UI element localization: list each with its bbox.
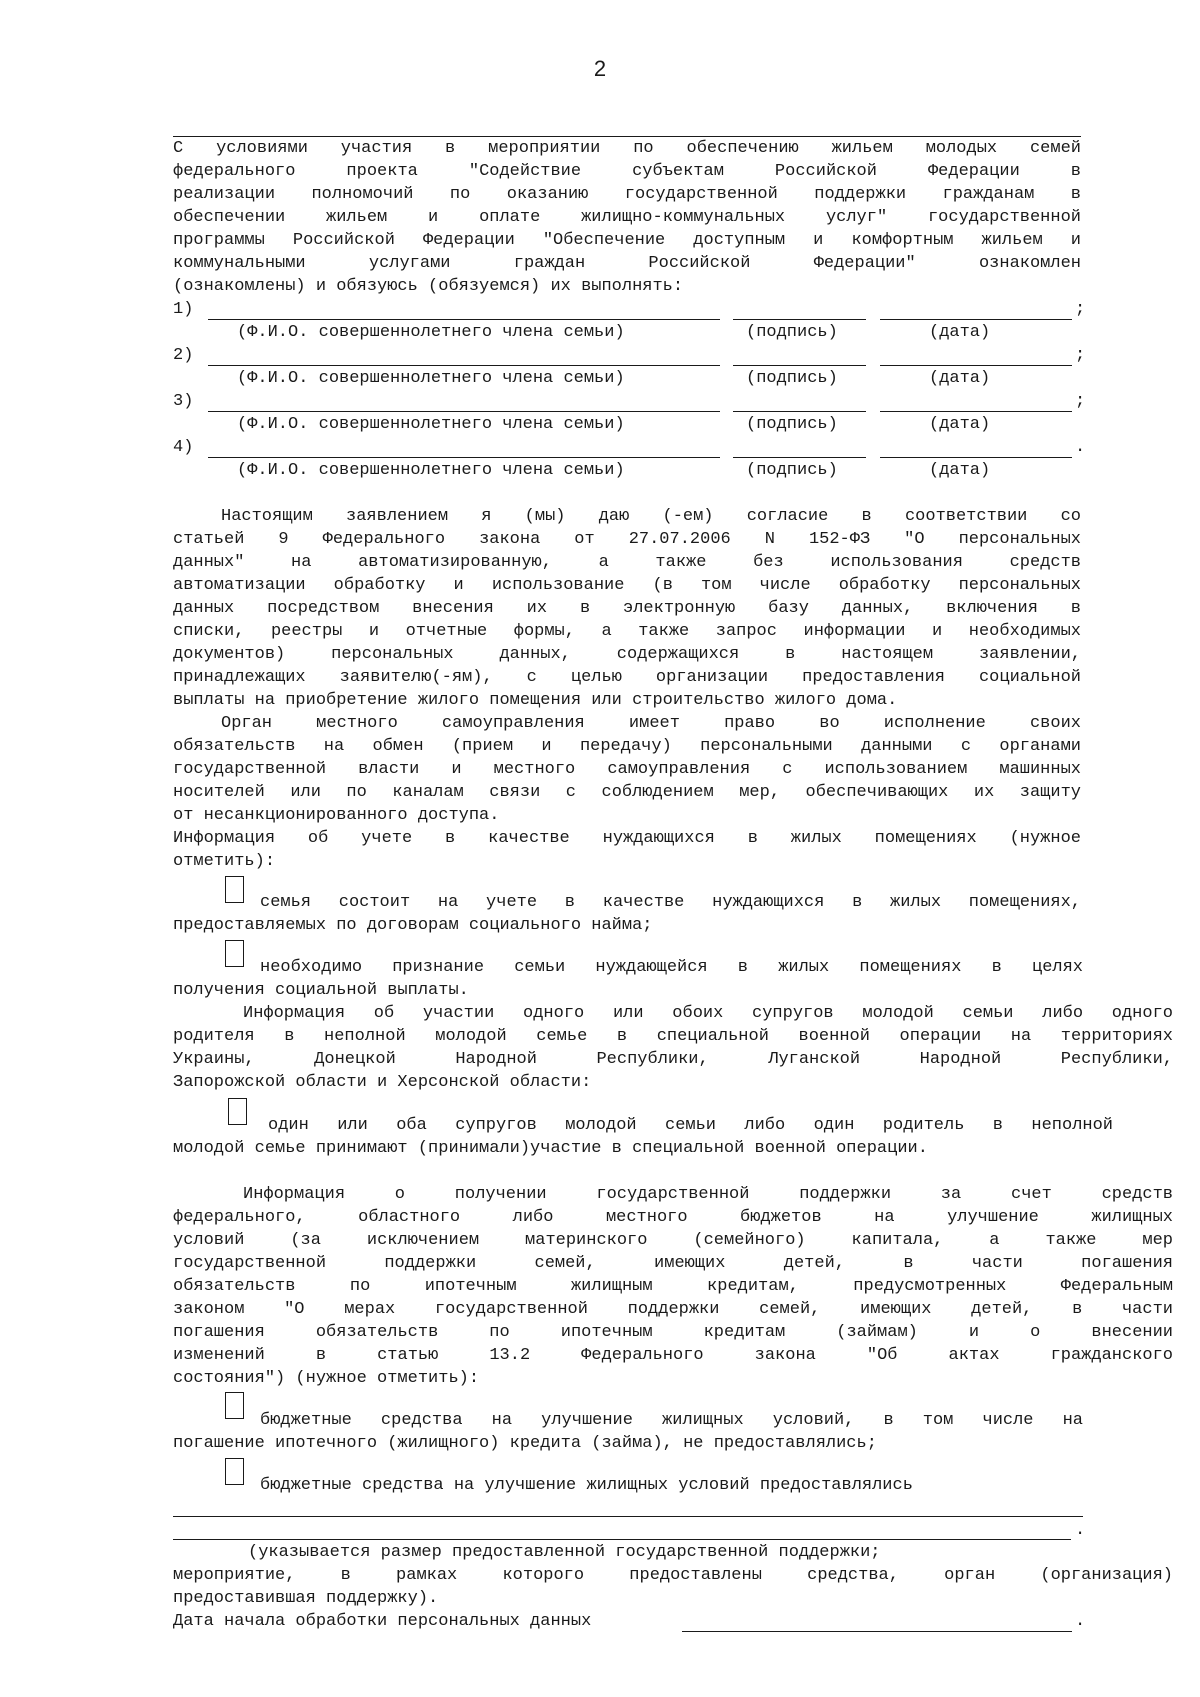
signature-row-number: 3) — [173, 392, 194, 411]
date-field[interactable] — [880, 319, 1072, 320]
page-number: 2 — [593, 56, 607, 81]
signature-row-number: 2) — [173, 346, 194, 365]
paragraph-line: государственной поддержки семей, имеющих детей, в части погашения — [173, 1254, 1173, 1273]
paragraph-line: Информация об участии одного или обоих супругов молодой семьи либо одного — [243, 1004, 1173, 1023]
support-details-field-2[interactable] — [173, 1539, 1071, 1540]
paragraph-line: Информация о получении государственной поддержки за счет средств — [243, 1185, 1173, 1204]
paragraph-line: автоматизации обработку и использование (в том числе обработку персональных — [173, 576, 1081, 595]
date-field[interactable] — [880, 457, 1072, 458]
consent-line: реализации полномочий по оказанию государственной поддержки гражданам в — [173, 185, 1081, 204]
signature-row-number: 4) — [173, 438, 194, 457]
support-end-punct: . — [1075, 1521, 1086, 1540]
note-line: (указывается размер предоставленной государственной поддержки; — [248, 1543, 881, 1562]
date-caption: (дата) — [929, 369, 991, 388]
option-line: один или оба супругов молодой семьи либо один родитель в неполной — [268, 1116, 1113, 1135]
paragraph-line: государственной власти и местного самоуправления с использованием машинных — [173, 760, 1081, 779]
name-field[interactable] — [208, 411, 720, 412]
paragraph-line: Настоящим заявлением я (мы) даю (-ем) согласие в соответствии со — [221, 507, 1081, 526]
consent-line: (ознакомлены) и обязуюсь (обязуемся) их выполнять: — [173, 277, 684, 296]
name-caption: (Ф.И.О. совершеннолетнего члена семьи) — [237, 369, 625, 388]
paragraph-line: списки, реестры и отчетные формы, а также запрос информации и необходимых — [173, 622, 1081, 641]
date-caption: (дата) — [929, 415, 991, 434]
name-caption: (Ф.И.О. совершеннолетнего члена семьи) — [237, 323, 625, 342]
name-field[interactable] — [208, 365, 720, 366]
paragraph-line: погашения обязательств по ипотечным кредитам (займам) и о внесении — [173, 1323, 1173, 1342]
name-field[interactable] — [208, 457, 720, 458]
signature-field[interactable] — [733, 457, 866, 458]
option-line: погашение ипотечного (жилищного) кредита (займа), не предоставлялись; — [173, 1434, 877, 1453]
paragraph-line: Украины, Донецкой Народной Республики, Луганской Народной Республики, — [173, 1050, 1173, 1069]
paragraph-line: отметить): — [173, 852, 276, 871]
consent-line: программы Российской Федерации "Обеспечение доступным и комфортным жильем и — [173, 231, 1081, 250]
date-caption: (дата) — [929, 461, 991, 480]
option-line: молодой семье принимают (принимали)участие в специальной военной операции. — [173, 1139, 928, 1158]
processing-date-end-punct: . — [1075, 1612, 1086, 1631]
paragraph-line: состояния") (нужное отметить): — [173, 1369, 480, 1388]
note-line: мероприятие, в рамках которого предоставлены средства, орган (организация) — [173, 1566, 1173, 1585]
support-details-field[interactable] — [173, 1516, 1083, 1517]
processing-date-label: Дата начала обработки персональных данных — [173, 1612, 592, 1631]
signature-field[interactable] — [733, 411, 866, 412]
date-field[interactable] — [880, 365, 1072, 366]
note-line: предоставившая поддержку). — [173, 1589, 439, 1608]
processing-date-field[interactable] — [682, 1631, 1072, 1632]
paragraph-line: обязательств по ипотечным жилищным кредитам, предусмотренных Федеральным — [173, 1277, 1173, 1296]
recognition-needed-checkbox[interactable] — [225, 940, 244, 967]
paragraph-line: родителя в неполной молодой семье в специальной военной операции на территориях — [173, 1027, 1173, 1046]
consent-line: коммунальными услугами граждан Российской Федерации" ознакомлен — [173, 254, 1081, 273]
option-line: бюджетные средства на улучшение жилищных условий, в том числе на — [260, 1411, 1083, 1430]
option-line: необходимо признание семьи нуждающейся в жилых помещениях в целях — [260, 958, 1083, 977]
signature-field[interactable] — [733, 319, 866, 320]
paragraph-line: обязательств на обмен (прием и передачу) персональными данными с органами — [173, 737, 1081, 756]
paragraph-line: данных посредством внесения их в электронную базу данных, включения в — [173, 599, 1081, 618]
signature-field[interactable] — [733, 365, 866, 366]
paragraph-line: Информация об учете в качестве нуждающихся в жилых помещениях (нужное — [173, 829, 1081, 848]
signature-caption: (подпись) — [746, 415, 838, 434]
consent-line: обеспечении жильем и оплате жилищно-коммунальных услуг" государственной — [173, 208, 1081, 227]
date-caption: (дата) — [929, 323, 991, 342]
paragraph-line: статьей 9 Федерального закона от 27.07.2006 N 152-ФЗ "О персональных — [173, 530, 1081, 549]
paragraph-line: условий (за исключением материнского (семейного) капитала, а также мер — [173, 1231, 1173, 1250]
paragraph-line: федерального, областного либо местного бюджетов на улучшение жилищных — [173, 1208, 1173, 1227]
option-line: бюджетные средства на улучшение жилищных условий предоставлялись — [260, 1476, 913, 1495]
name-caption: (Ф.И.О. совершеннолетнего члена семьи) — [237, 415, 625, 434]
row-end-punct: ; — [1075, 392, 1086, 411]
consent-line: С условиями участия в мероприятии по обеспечению жильем молодых семей — [173, 139, 1081, 158]
signature-caption: (подпись) — [746, 323, 838, 342]
registered-family-checkbox[interactable] — [225, 876, 244, 903]
paragraph-line: документов) персональных данных, содержащихся в настоящем заявлении, — [173, 645, 1081, 664]
option-line: предоставляемых по договорам социального найма; — [173, 916, 653, 935]
military-participation-checkbox[interactable] — [228, 1098, 247, 1125]
paragraph-line: данных" на автоматизированную, а также без использования средств — [173, 553, 1081, 572]
name-field[interactable] — [208, 319, 720, 320]
option-line: получения социальной выплаты. — [173, 981, 469, 1000]
paragraph-line: от несанкционированного доступа. — [173, 806, 500, 825]
option-line: семья состоит на учете в качестве нуждающихся в жилых помещениях, — [260, 893, 1081, 912]
paragraph-line: Орган местного самоуправления имеет право во исполнение своих — [221, 714, 1081, 733]
paragraph-line: носителей или по каналам связи с соблюдением мер, обеспечивающих их защиту — [173, 783, 1081, 802]
paragraph-line: законом "О мерах государственной поддержки семей, имеющих детей, в части — [173, 1300, 1173, 1319]
paragraph-line: выплаты на приобретение жилого помещения или строительство жилого дома. — [173, 691, 898, 710]
support-not-provided-checkbox[interactable] — [225, 1392, 244, 1419]
support-provided-checkbox[interactable] — [225, 1458, 244, 1485]
paragraph-line: Запорожской области и Херсонской области: — [173, 1073, 592, 1092]
signature-caption: (подпись) — [746, 461, 838, 480]
date-field[interactable] — [880, 411, 1072, 412]
row-end-punct: . — [1075, 438, 1086, 457]
row-end-punct: ; — [1075, 346, 1086, 365]
consent-line: федерального проекта "Содействие субъектам Российской Федерации в — [173, 162, 1081, 181]
paragraph-line: принадлежащих заявителю(-ям), с целью организации предоставления социальной — [173, 668, 1081, 687]
name-caption: (Ф.И.О. совершеннолетнего члена семьи) — [237, 461, 625, 480]
signature-row-number: 1) — [173, 300, 194, 319]
paragraph-line: изменений в статью 13.2 Федерального закона "Об актах гражданского — [173, 1346, 1173, 1365]
signature-caption: (подпись) — [746, 369, 838, 388]
row-end-punct: ; — [1075, 300, 1086, 319]
